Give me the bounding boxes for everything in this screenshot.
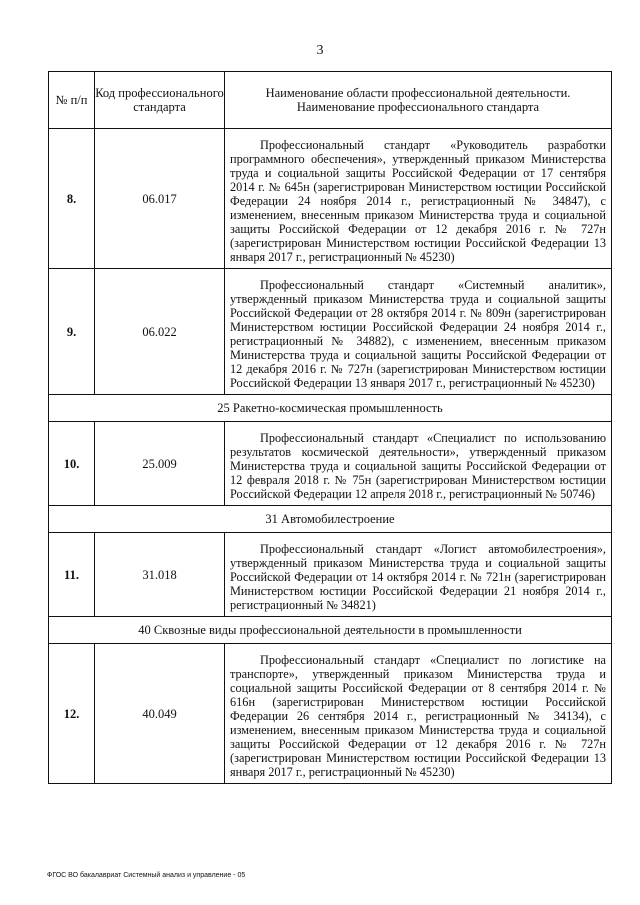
standard-code: 06.022 xyxy=(95,269,225,395)
standard-description: Профессиональный стандарт «Специалист по использованию результатов космической деятельности», утвержденный приказом Министерства труда и социальной защиты Российской Федерации от 12 февраля 2018 г. № 75н (зарегистрирован Министерством юстиции Российской Федерации 12 апреля 2018 г., регистрационный № 50746) xyxy=(230,431,606,501)
standard-description-cell xyxy=(225,422,612,506)
standard-description-cell xyxy=(225,129,612,269)
section-title: 25 Ракетно-космическая промышленность xyxy=(49,395,612,422)
table-row xyxy=(49,269,612,395)
section-row xyxy=(49,395,612,422)
table-row xyxy=(49,129,612,269)
section-row xyxy=(49,506,612,533)
header-name xyxy=(225,72,612,129)
section-title: 40 Сквозные виды профессиональной деятельности в промышленности xyxy=(49,617,612,644)
table-row xyxy=(49,422,612,506)
standard-description: Профессиональный стандарт «Руководитель разработки программного обеспечения», утвержденный приказом Министерства труда и социальной защиты Российской Федерации от 17 сентября 2014 г. № 645н (зарегистрирован Министерством юстиции Российской Федерации 24 ноября 2014 г., регистрационный № 34847), с изменением, внесенным приказом Министерства труда и социальной защиты Российской Федерации от 12 декабря 2016 г. № 727н (зарегистрирован Министерством юстиции Российской Федерации 13 января 2017 г., регистрационный № 45230) xyxy=(230,138,606,264)
row-number: 11. xyxy=(49,533,95,617)
row-number: 12. xyxy=(49,644,95,784)
standard-description: Профессиональный стандарт «Системный аналитик», утвержденный приказом Министерства труда и социальной защиты Российской Федерации от 28 октября 2014 г. № 809н (зарегистрирован Министерством юстиции Российской Федерации 24 ноября 2014 г., регистрационный № 34882), с изменением, внесенным приказом Министерства труда и социальной защиты Российской Федерации от 12 декабря 2016 г. № 727н (зарегистрирован Министерством юстиции Российской Федерации 13 января 2017 г., регистрационный № 45230) xyxy=(230,278,606,390)
table-header-row xyxy=(49,72,612,129)
page-footer: ФГОС ВО бакалавриат Системный анализ и управление - 05 xyxy=(47,872,246,879)
page-number: 3 xyxy=(316,43,324,58)
header-code: Код профессионального стандарта xyxy=(95,72,225,129)
row-number: 8. xyxy=(49,129,95,269)
section-row xyxy=(49,617,612,644)
header-name-line1: Наименование области профессиональной деятельности. xyxy=(265,85,571,100)
table-row xyxy=(49,644,612,784)
standard-description-cell xyxy=(225,269,612,395)
row-number: 10. xyxy=(49,422,95,506)
standards-table xyxy=(48,71,612,784)
standard-description: Профессиональный стандарт «Специалист по логистике на транспорте», утвержденный приказом Министерства труда и социальной защиты Российской Федерации от 8 сентября 2014 г. № 616н (зарегистрирован Министерством юстиции Российской Федерации 26 сентября 2014 г., регистрационный № 34134), с изменением, внесенным приказом Министерства труда и социальной защиты Российской Федерации от 12 декабря 2016 г. № 727н (зарегистрирован Министерством юстиции Российской Федерации 13 января 2017 г., регистрационный № 45230) xyxy=(230,653,606,779)
header-name-line2: Наименование профессионального стандарта xyxy=(296,100,540,114)
row-number: 9. xyxy=(49,269,95,395)
table-row xyxy=(49,533,612,617)
standard-description: Профессиональный стандарт «Логист автомобилестроения», утвержденный приказом Министерства труда и социальной защиты Российской Федерации от 14 октября 2014 г. № 721н (зарегистрирован Министерством юстиции Российской Федерации 21 ноября 2014 г., регистрационный № 34821) xyxy=(230,542,606,612)
standard-code: 25.009 xyxy=(95,422,225,506)
standard-code: 31.018 xyxy=(95,533,225,617)
section-title: 31 Автомобилестроение xyxy=(49,506,612,533)
standard-description-cell xyxy=(225,644,612,784)
header-num: № п/п xyxy=(49,72,95,129)
standard-description-cell xyxy=(225,533,612,617)
table-body xyxy=(49,129,612,784)
standard-code: 06.017 xyxy=(95,129,225,269)
standard-code: 40.049 xyxy=(95,644,225,784)
